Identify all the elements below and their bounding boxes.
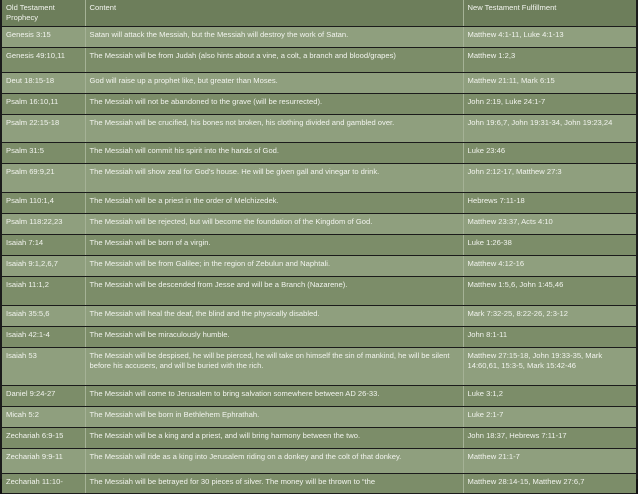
old-testament-cell: Isaiah 42:1-4 xyxy=(2,326,85,347)
old-testament-cell: Genesis 49:10,11 xyxy=(2,47,85,72)
content-cell: The Messiah will be a priest in the order of Melchizedek. xyxy=(85,192,463,213)
old-testament-cell: Isaiah 53 xyxy=(2,347,85,385)
table-row xyxy=(2,93,636,114)
old-testament-cell: Psalm 16:10,11 xyxy=(2,93,85,114)
table-row xyxy=(2,305,636,326)
content-cell: The Messiah will be miraculously humble. xyxy=(85,326,463,347)
old-testament-cell: Isaiah 9:1,2,6,7 xyxy=(2,255,85,276)
table-row xyxy=(2,114,636,142)
new-testament-cell: Luke 23:46 xyxy=(463,142,636,163)
old-testament-cell: Zechariah 11:10- xyxy=(2,473,85,493)
content-cell: God will raise up a prophet like, but greater than Moses. xyxy=(85,72,463,93)
old-testament-cell: Psalm 118:22,23 xyxy=(2,213,85,234)
content-cell: The Messiah will ride as a king into Jerusalem riding on a donkey and the colt of that donkey. xyxy=(85,448,463,473)
table-row xyxy=(2,255,636,276)
new-testament-cell: Mark 7:32-25, 8:22-26, 2:3-12 xyxy=(463,305,636,326)
content-cell: The Messiah will be from Judah (also hints about a vine, a colt, a branch and blood/grapes) xyxy=(85,47,463,72)
content-cell: The Messiah will heal the deaf, the blind and the physically disabled. xyxy=(85,305,463,326)
table-row xyxy=(2,72,636,93)
table-row xyxy=(2,163,636,192)
table-row xyxy=(2,192,636,213)
old-testament-cell: Psalm 69:9,21 xyxy=(2,163,85,192)
old-testament-cell: Daniel 9:24-27 xyxy=(2,385,85,406)
old-testament-cell: Psalm 22:15-18 xyxy=(2,114,85,142)
header-old-testament: Old Testament Prophecy xyxy=(2,0,85,26)
header-content: Content xyxy=(85,0,463,26)
prophecy-table xyxy=(2,0,636,494)
new-testament-cell: Matthew 21:1-7 xyxy=(463,448,636,473)
new-testament-cell: Matthew 1:2,3 xyxy=(463,47,636,72)
table-row xyxy=(2,406,636,427)
old-testament-cell: Genesis 3:15 xyxy=(2,26,85,47)
new-testament-cell: John 8:1-11 xyxy=(463,326,636,347)
content-cell: The Messiah will be a king and a priest, and will bring harmony between the two. xyxy=(85,427,463,448)
new-testament-cell: Matthew 1:5,6, John 1:45,46 xyxy=(463,276,636,305)
old-testament-cell: Psalm 31:5 xyxy=(2,142,85,163)
old-testament-cell: Deut 18:15-18 xyxy=(2,72,85,93)
new-testament-cell: John 18:37, Hebrews 7:11-17 xyxy=(463,427,636,448)
new-testament-cell: Hebrews 7:11-18 xyxy=(463,192,636,213)
content-cell: The Messiah will be born of a virgin. xyxy=(85,234,463,255)
content-cell: The Messiah will be rejected, but will become the foundation of the Kingdom of God. xyxy=(85,213,463,234)
table-row xyxy=(2,326,636,347)
content-cell: The Messiah will be betrayed for 30 pieces of silver. The money will be thrown to “the xyxy=(85,473,463,493)
table-row xyxy=(2,26,636,47)
new-testament-cell: John 2:12-17, Matthew 27:3 xyxy=(463,163,636,192)
table-row xyxy=(2,276,636,305)
old-testament-cell: Isaiah 35:5,6 xyxy=(2,305,85,326)
new-testament-cell: Luke 2:1-7 xyxy=(463,406,636,427)
new-testament-cell: Matthew 4:1-11, Luke 4:1-13 xyxy=(463,26,636,47)
table-row xyxy=(2,347,636,385)
content-cell: The Messiah will be descended from Jesse and will be a Branch (Nazarene). xyxy=(85,276,463,305)
new-testament-cell: Matthew 4:12-16 xyxy=(463,255,636,276)
new-testament-cell: Matthew 23:37, Acts 4:10 xyxy=(463,213,636,234)
old-testament-cell: Micah 5:2 xyxy=(2,406,85,427)
header-new-testament: New Testament Fulfillment xyxy=(463,0,636,26)
content-cell: Satan will attack the Messiah, but the Messiah will destroy the work of Satan. xyxy=(85,26,463,47)
old-testament-cell: Zechariah 6:9-15 xyxy=(2,427,85,448)
table-row xyxy=(2,234,636,255)
table-row xyxy=(2,427,636,448)
table-row xyxy=(2,47,636,72)
new-testament-cell: John 19:6,7, John 19:31-34, John 19:23,24 xyxy=(463,114,636,142)
new-testament-cell: Matthew 27:15-18, John 19:33-35, Mark 14:60,61, 15:3-5, Mark 15:42-46 xyxy=(463,347,636,385)
table-row xyxy=(2,448,636,473)
content-cell: The Messiah will commit his spirit into the hands of God. xyxy=(85,142,463,163)
table-row xyxy=(2,142,636,163)
new-testament-cell: Matthew 21:11, Mark 6:15 xyxy=(463,72,636,93)
content-cell: The Messiah will come to Jerusalem to bring salvation somewhere between AD 26-33. xyxy=(85,385,463,406)
new-testament-cell: Matthew 28:14-15, Matthew 27:6,7 xyxy=(463,473,636,493)
content-cell: The Messiah will be despised, he will be pierced, he will take on himself the sin of mankind, he will be silent before his accusers, and will be buried with the rich. xyxy=(85,347,463,385)
content-cell: The Messiah will be crucified, his bones not broken, his clothing divided and gambled over. xyxy=(85,114,463,142)
content-cell: The Messiah will show zeal for God's house. He will be given gall and vinegar to drink. xyxy=(85,163,463,192)
table-row xyxy=(2,473,636,493)
table-header-row xyxy=(2,0,636,26)
content-cell: The Messiah will not be abandoned to the grave (will be resurrected). xyxy=(85,93,463,114)
table-row xyxy=(2,385,636,406)
old-testament-cell: Isaiah 7:14 xyxy=(2,234,85,255)
new-testament-cell: Luke 3:1,2 xyxy=(463,385,636,406)
old-testament-cell: Isaiah 11:1,2 xyxy=(2,276,85,305)
content-cell: The Messiah will be from Galilee; in the region of Zebulun and Naphtali. xyxy=(85,255,463,276)
new-testament-cell: Luke 1:26-38 xyxy=(463,234,636,255)
new-testament-cell: John 2:19, Luke 24:1-7 xyxy=(463,93,636,114)
old-testament-cell: Zechariah 9:9-11 xyxy=(2,448,85,473)
content-cell: The Messiah will be born in Bethlehem Ephrathah. xyxy=(85,406,463,427)
old-testament-cell: Psalm 110:1,4 xyxy=(2,192,85,213)
table-row xyxy=(2,213,636,234)
